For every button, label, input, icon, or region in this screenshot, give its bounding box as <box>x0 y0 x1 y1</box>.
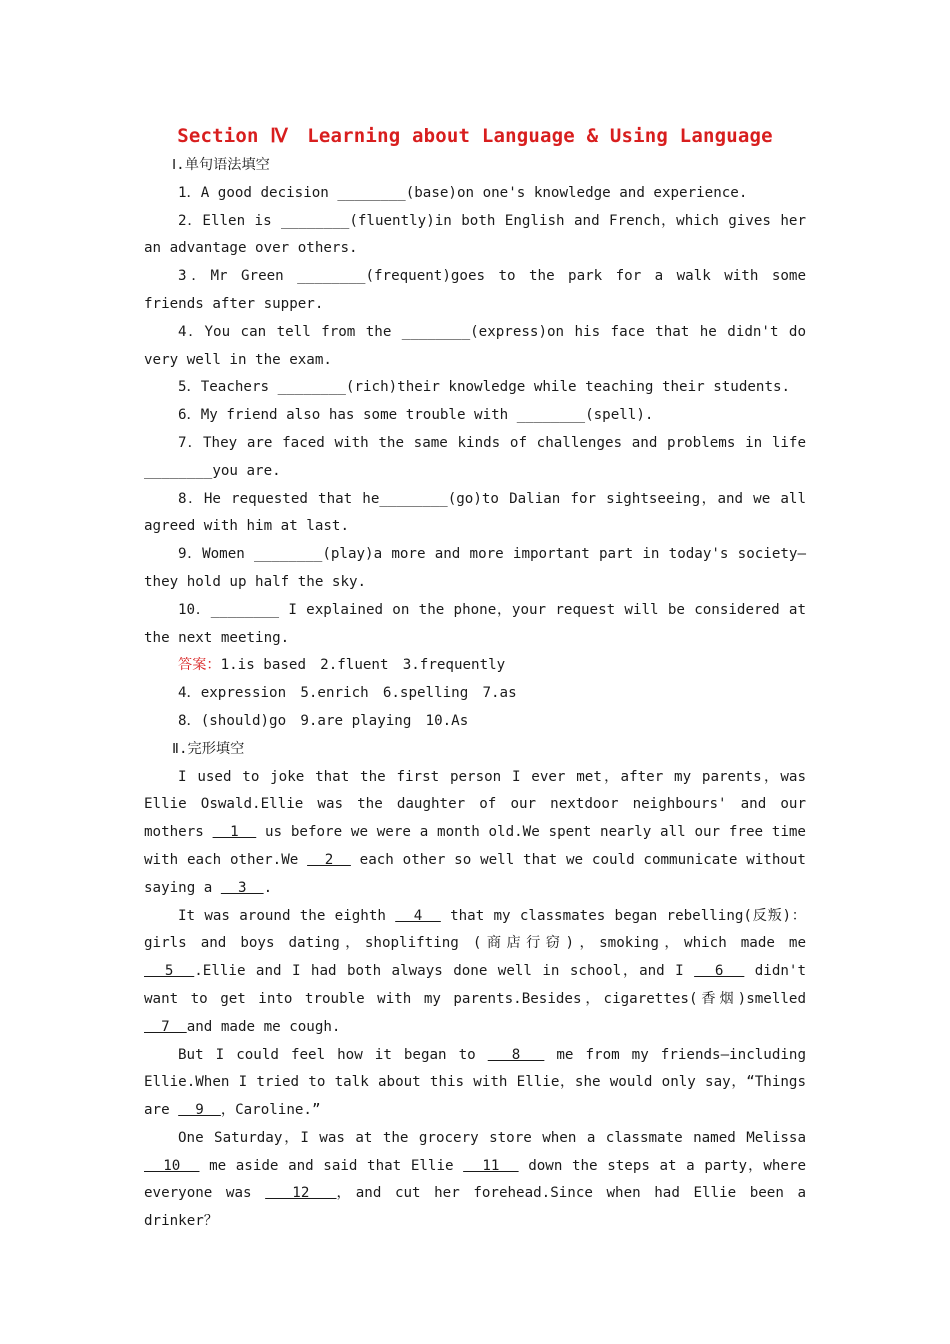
cloze-text: didn't want to get into trouble with my parents.Besides，cigarettes(香烟)smelled <box>144 963 806 1007</box>
cloze-blank-11: 11 <box>463 1157 519 1174</box>
grammar-item-9: 9．Women ________(play)a more and more important part in today's society—they hold up half the sky. <box>144 546 806 590</box>
answers-line-1 <box>144 652 806 680</box>
section-heading-grammar: Ⅰ.单句语法填空 <box>172 157 270 173</box>
page-title: Section Ⅳ Learning about Language & Using Language <box>177 125 773 147</box>
grammar-item-7: 7．They are faced with the same kinds of challenges and problems in life ________you are. <box>144 434 806 479</box>
cloze-blank-2: 2 <box>307 851 351 868</box>
answers-line-3: 8．(should)go 9.are playing 10.As <box>178 712 469 729</box>
grammar-item-4: 4．You can tell from the ________(express)on his face that he didn't do very well in the exam. <box>144 323 806 368</box>
cloze-blank-7: 7 <box>144 1018 187 1035</box>
cloze-blank-1: 1 <box>212 824 257 841</box>
cloze-text: me aside and said that Ellie <box>199 1157 464 1174</box>
cloze-text: . <box>263 879 273 896</box>
cloze-text: ，Caroline.” <box>220 1102 321 1119</box>
cloze-text: ，and cut her forehead.Since when had Ellie been a drinker？ <box>144 1185 807 1230</box>
cloze-blank-10: 10 <box>144 1157 200 1174</box>
cloze-text: But I could feel how it began to <box>178 1046 488 1063</box>
document-body <box>144 152 806 1236</box>
answers-label: 答案： <box>178 657 221 674</box>
cloze-blank-9: 9 <box>178 1102 221 1119</box>
grammar-item-8: 8．He requested that he________(go)to Dalian for sightseeing，and we all agreed with him at last. <box>144 490 806 535</box>
cloze-blank-5: 5 <box>144 963 195 980</box>
cloze-text: me from my friends—including Ellie.When I tried to talk about this with Ellie，she would only say，“Things are <box>144 1046 806 1119</box>
section-heading-cloze: Ⅱ.完形填空 <box>172 740 245 757</box>
cloze-text: .Ellie and I had both always done well in school，and I <box>194 963 695 980</box>
cloze-paragraph-4 <box>144 1125 806 1236</box>
cloze-blank-3: 3 <box>220 879 264 896</box>
answers-text-1: 1.is based 2.fluent 3.frequently <box>220 657 506 674</box>
grammar-item-5: 5．Teachers ________(rich)their knowledge while teaching their students. <box>178 379 791 396</box>
grammar-item-10: 10．________ I explained on the phone，your request will be considered at the next meeting. <box>144 601 806 646</box>
cloze-blank-4: 4 <box>395 907 441 924</box>
cloze-text: that my classmates began rebelling(反叛)：girls and boys dating，shoplifting (商店行窃)，smoking，which made me <box>144 907 806 952</box>
grammar-item-1: 1．A good decision ________(base)on one's knowledge and experience. <box>178 184 748 201</box>
cloze-text: down the steps at a party，where everyone was <box>144 1157 807 1202</box>
grammar-item-3: 3．Mr Green ________(frequent)goes to the park for a walk with some friends after supper. <box>144 268 806 312</box>
grammar-item-6: 6．My friend also has some trouble with ________(spell). <box>178 407 654 424</box>
cloze-paragraph-2 <box>144 903 806 1042</box>
cloze-text: One Saturday，I was at the grocery store when a classmate named Melissa <box>178 1129 806 1146</box>
cloze-blank-12: 12 <box>265 1185 337 1202</box>
grammar-item-2: 2．Ellen is ________(fluently)in both English and French，which gives her an advantage over others. <box>144 212 806 257</box>
cloze-text: It was around the eighth <box>178 907 396 924</box>
answers-line-2: 4．expression 5.enrich 6.spelling 7.as <box>178 685 517 702</box>
cloze-blank-6: 6 <box>694 963 745 980</box>
cloze-paragraph-1 <box>144 764 806 903</box>
cloze-text: us before we were a month old.We spent nearly all our free time with each other.We <box>144 824 806 868</box>
cloze-text: and made me cough. <box>186 1018 341 1035</box>
cloze-text: I used to joke that the first person I ever met，after my parents，was Ellie Oswald.Ellie was the daughter of our nextdoor neighbours' and our mothers <box>144 768 806 841</box>
cloze-text: each other so well that we could communicate without saying a <box>144 851 806 896</box>
cloze-blank-8: 8 <box>487 1046 545 1063</box>
cloze-paragraph-3 <box>144 1042 806 1125</box>
